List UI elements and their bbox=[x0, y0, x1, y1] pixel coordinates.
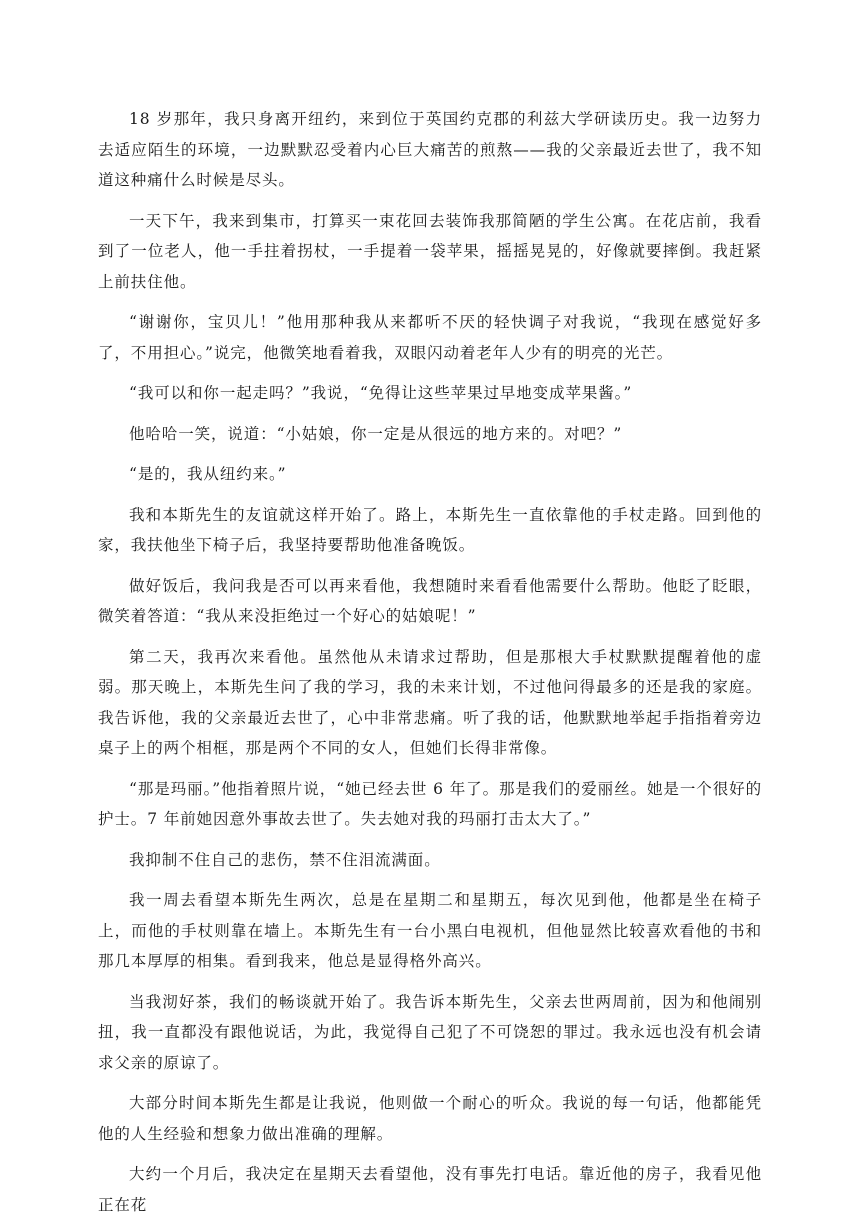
paragraph-12: 我一周去看望本斯先生两次，总是在星期二和星期五，每次见到他，他都是坐在椅子上，而他的手杖则靠在墙上。本斯先生有一台小黑白电视机，但他显然比较喜欢看他的书和那几本厚厚的相集。看到我来，他总是显得格外高兴。 bbox=[98, 891, 762, 970]
paragraph-2: 一天下午，我来到集市，打算买一束花回去装饰我那简陋的学生公寓。在花店前，我看到了一位老人，他一手拄着拐杖，一手提着一袋苹果，摇摇晃晃的，好像就要摔倒。我赶紧上前扶住他。 bbox=[98, 211, 762, 291]
paragraph-1: 18 岁那年，我只身离开纽约，来到位于英国约克郡的利兹大学研读历史。我一边努力去适应陌生的环境，一边默默忍受着内心巨大痛苦的煎熬——我的父亲最近去世了，我不知道这种痛什么时候是尽头。 bbox=[98, 110, 762, 189]
paragraph-5: 他哈哈一笑，说道：“小姑娘，你一定是从很远的地方来的。对吧？” bbox=[129, 424, 623, 443]
paragraph-10: “那是玛丽。”他指着照片说，“她已经去世 6 年了。那是我们的爱丽丝。她是一个很好的护士。7 年前她因意外事故去世了。失去她对我的玛丽打击太大了。” bbox=[98, 779, 762, 828]
paragraph-9: 第二天，我再次来看他。虽然他从未请求过帮助，但是那根大手杖默默提醒着他的虚弱。那天晚上，本斯先生问了我的学习，我的未来计划，不过他问得最多的还是我的家庭。我告诉他，我的父亲最近去世了，心中非常悲痛。听了我的话，他默默地举起手指指着旁边桌子上的两个相框，那是两个不同的女人，但她们长得非常像。 bbox=[98, 647, 762, 757]
paragraph-11: 我抑制不住自己的悲伤，禁不住泪流满面。 bbox=[129, 850, 441, 869]
paragraph-15: 大约一个月后，我决定在星期天去看望他，没有事先打电话。靠近他的房子，我看见他正在花 bbox=[98, 1165, 762, 1214]
paragraph-8: 做好饭后，我问我是否可以再来看他，我想随时来看看他需要什么帮助。他眨了眨眼，微笑着答道：“我从来没拒绝过一个好心的姑娘呢！” bbox=[98, 576, 762, 625]
paragraph-6: “是的，我从纽约来。” bbox=[129, 465, 287, 483]
document-page bbox=[98, 104, 762, 1230]
paragraph-3: “谢谢你，宝贝儿！”他用那种我从来都听不厌的轻快调子对我说，“我现在感觉好多了，不用担心。”说完，他微笑地看着我，双眼闪动着老年人少有的明亮的光芒。 bbox=[98, 313, 762, 362]
paragraph-4: “我可以和你一起走吗？”我说，“免得让这些苹果过早地变成苹果酱。” bbox=[129, 384, 633, 402]
paragraph-13: 当我沏好茶，我们的畅谈就开始了。我告诉本斯先生，父亲去世两周前，因为和他闹别扭，我一直都没有跟他说话，为此，我觉得自己犯了不可饶恕的罪过。我永远也没有机会请求父亲的原谅了。 bbox=[98, 992, 762, 1072]
paragraph-14: 大部分时间本斯先生都是让我说，他则做一个耐心的听众。我说的每一句话，他都能凭他的人生经验和想象力做出准确的理解。 bbox=[98, 1094, 762, 1143]
paragraph-7: 我和本斯先生的友谊就这样开始了。路上，本斯先生一直依靠他的手杖走路。回到他的家，我扶他坐下椅子后，我坚持要帮助他准备晚饭。 bbox=[98, 505, 762, 554]
